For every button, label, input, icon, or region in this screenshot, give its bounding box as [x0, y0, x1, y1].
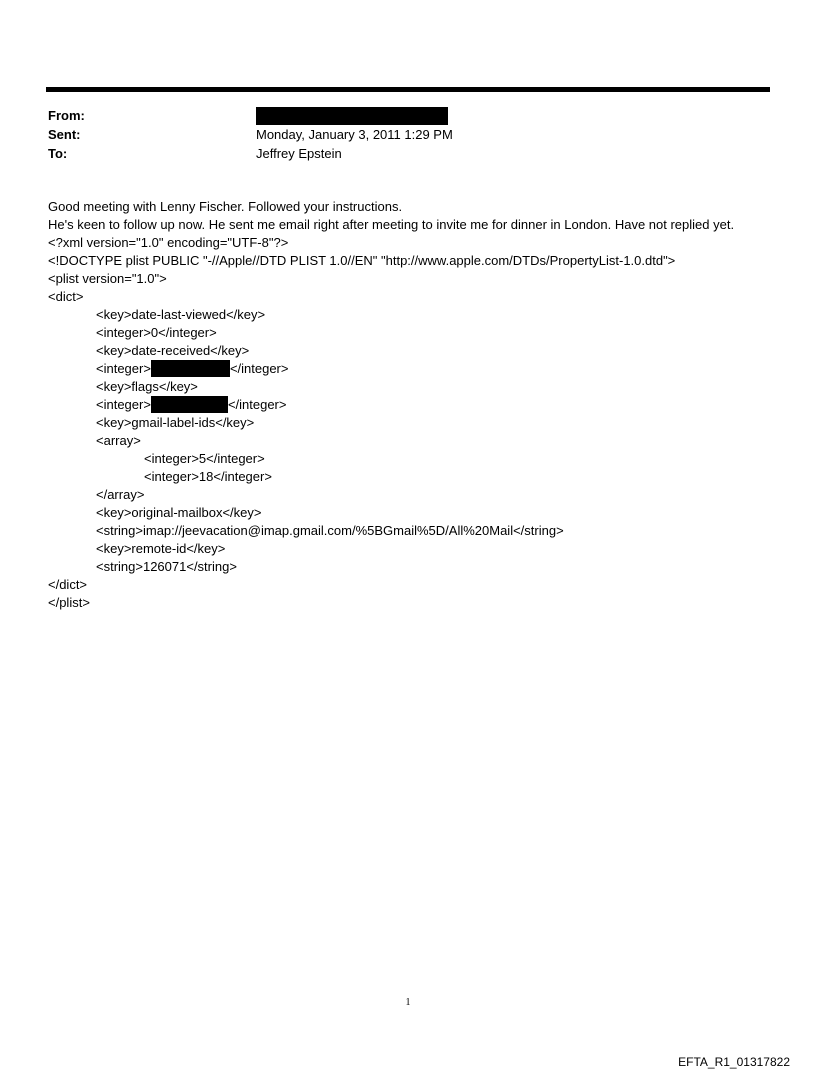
- integer-line: <integer>18</integer>: [144, 469, 272, 484]
- integer-open-tag: <integer>: [96, 361, 151, 376]
- key-line: <key>flags</key>: [96, 379, 198, 394]
- from-label: From:: [48, 108, 85, 123]
- integer-open-tag: <integer>: [96, 397, 151, 412]
- dict-close: </dict>: [48, 577, 88, 592]
- plist-close: </plist>: [48, 595, 90, 610]
- integer-line: <integer>0</integer>: [96, 325, 217, 340]
- body-line: He's keen to follow up now. He sent me email right after meeting to invite me for dinner in London. Have not replied yet.: [48, 217, 735, 232]
- to-value: Jeffrey Epstein: [256, 146, 342, 161]
- page-number: 1: [405, 997, 411, 1008]
- integer-close-tag: </integer>: [227, 397, 287, 412]
- body-line: Good meeting with Lenny Fischer. Followed your instructions.: [48, 199, 403, 214]
- sent-value: Monday, January 3, 2011 1:29 PM: [256, 127, 453, 142]
- doctype-line: <!DOCTYPE plist PUBLIC "-//Apple//DTD PLIST 1.0//EN" "http://www.apple.com/DTDs/PropertyList-1.0.dtd">: [48, 253, 676, 268]
- array-close: </array>: [96, 487, 145, 502]
- string-line: <string>imap://jeevacation@imap.gmail.com/%5BGmail%5D/All%20Mail</string>: [96, 523, 564, 538]
- integer-line: <integer>5</integer>: [144, 451, 265, 466]
- from-value-redacted: [256, 107, 448, 125]
- sent-label: Sent:: [48, 127, 81, 142]
- key-line: <key>remote-id</key>: [96, 541, 226, 556]
- integer-line-redacted: [48, 396, 768, 414]
- header-rule: [46, 87, 770, 92]
- key-line: <key>gmail-label-ids</key>: [96, 415, 255, 430]
- array-open: <array>: [96, 433, 141, 448]
- string-line: <string>126071</string>: [96, 559, 237, 574]
- redaction-bar: [151, 396, 228, 413]
- key-line: <key>original-mailbox</key>: [96, 505, 262, 520]
- integer-line-redacted: [48, 360, 768, 378]
- redaction-bar: [256, 107, 448, 125]
- key-line: <key>date-last-viewed</key>: [96, 307, 266, 322]
- key-line: <key>date-received</key>: [96, 343, 250, 358]
- plist-open: <plist version="1.0">: [48, 271, 167, 286]
- integer-close-tag: </integer>: [229, 361, 289, 376]
- redaction-bar: [151, 360, 230, 377]
- message-body: [48, 198, 768, 612]
- document-id: EFTA_R1_01317822: [678, 1055, 790, 1069]
- dict-open: <dict>: [48, 289, 84, 304]
- to-label: To:: [48, 146, 68, 161]
- xml-declaration: <?xml version="1.0" encoding="UTF-8"?>: [48, 235, 289, 250]
